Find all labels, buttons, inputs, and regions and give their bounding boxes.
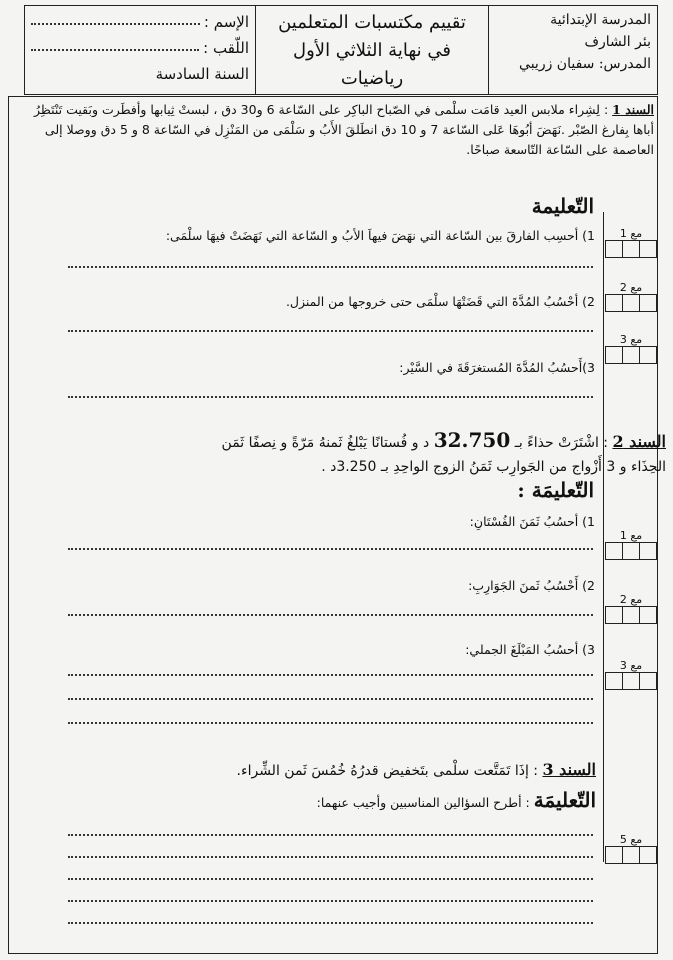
title-line-3: رياضيات xyxy=(340,68,404,89)
sanad-1-body: : لِشِراء ملابس العيد قامَت سلْمى في الصّباح الباكِر على السّاعة 6 و30 دق ، لبستْ ثِيابها وأفطَرت وبَقيت تَنْتَظِرُ أباها بِفارغ الصّبْر .نَهَضَ أبُوهَا عَلى السّاعة 7 و 10 دق انطَلقَ الأَبُ و سَلْمَى من المَنْزِل في السّاعة 8 و 5 دق ووصلا إلى العاصمة على السّاعة التّاسعة صباحًا. xyxy=(33,102,654,157)
surname-label: اللّقب : xyxy=(203,39,249,57)
shoe-price: 32.750 xyxy=(433,428,511,452)
school-name: المدرسة الإبتدائية xyxy=(550,12,651,28)
answer-line[interactable] xyxy=(68,698,593,700)
instruction-title-1: التّعليمة xyxy=(531,194,594,218)
answer-line[interactable] xyxy=(68,834,593,836)
grade-label: مع 3 xyxy=(619,659,643,672)
instruction-3 xyxy=(40,790,596,813)
grade-box xyxy=(605,334,657,368)
grade-boxes[interactable] xyxy=(605,240,657,258)
answer-line[interactable] xyxy=(68,922,593,924)
answer-line[interactable] xyxy=(68,614,593,616)
grade-label: مع 2 xyxy=(619,593,643,606)
grade-label: مع 3 xyxy=(619,333,643,346)
school-info xyxy=(488,5,658,95)
sanad-2-body-c: الحِذَاء و 3 أَزْواج من الجَوارِب ثَمَنُ الزوج الواحِدِ بـ 3.250د . xyxy=(321,459,666,475)
answer-line[interactable] xyxy=(68,856,593,858)
grade-box xyxy=(605,228,657,262)
grade-boxes[interactable] xyxy=(605,846,657,864)
grade-boxes[interactable] xyxy=(605,294,657,312)
sanad-2-body-b: د و فُستانًا يَبْلغُ ثَمنهُ مَرّةً و نِصفًا ثَمَن xyxy=(221,435,430,451)
instruction-title-2: التّعليمَة : xyxy=(517,478,594,502)
name-field[interactable] xyxy=(31,9,200,25)
grade-boxes[interactable] xyxy=(605,542,657,560)
question-2-3: 3) أحسُبُ المَبْلَغَ الجملي: xyxy=(465,642,595,657)
question-2-1: 1) أحسُبُ ثَمَنَ الفُسْتَانِ: xyxy=(469,514,595,529)
answer-line[interactable] xyxy=(68,396,593,398)
grade-box xyxy=(605,530,657,564)
teacher-name: المدرس: سفيان زريبي xyxy=(519,56,651,72)
grade-boxes[interactable] xyxy=(605,672,657,690)
exam-title xyxy=(256,5,488,95)
sanad-3-label: السند 3 xyxy=(542,760,596,779)
answer-line[interactable] xyxy=(68,878,593,880)
sanad-1-label: السند 1 xyxy=(612,102,654,117)
grade-box xyxy=(605,594,657,628)
grade-boxes[interactable] xyxy=(605,606,657,624)
sanad-3-body: : إذَا تَمَتَّعت سلْمى بتَخفيض قدرُهُ خُمُسَ ثَمن الشِّراء. xyxy=(236,763,539,779)
grade-label: مع 1 xyxy=(619,529,643,542)
sanad-2-label: السند 2 xyxy=(612,432,666,451)
sanad-2-text xyxy=(22,428,666,479)
grade-column-divider xyxy=(603,212,604,862)
answer-line[interactable] xyxy=(68,548,593,550)
question-1-3: 3)أَحسُبُ المُدَّةَ المُستغرَقَةَ في السَّيْر: xyxy=(399,360,595,375)
answer-line[interactable] xyxy=(68,674,593,676)
grade-box xyxy=(605,660,657,694)
grade-box xyxy=(605,282,657,316)
sanad-2-body-a: : اشْتَرَتْ حذاءً بـ xyxy=(514,435,609,451)
answer-line[interactable] xyxy=(68,330,593,332)
grade-level: السنة السادسة xyxy=(155,65,249,83)
grade-label: مع 5 xyxy=(619,833,643,846)
title-line-2: في نهاية الثلاثي الأول xyxy=(293,40,451,61)
question-1-2: 2) أحْسُبُ المُدَّةَ التي قَضَتْهَا سلْمَى حتى خروجها من المنزل. xyxy=(285,294,595,309)
answer-line[interactable] xyxy=(68,900,593,902)
answer-line[interactable] xyxy=(68,722,593,724)
sanad-3-text xyxy=(40,758,596,783)
grade-box xyxy=(605,834,657,868)
name-label: الإسم : xyxy=(203,13,249,31)
instruction-3-text: : أطرح السؤالين المناسبين وأجيب عنهما: xyxy=(316,795,530,810)
grade-label: مع 1 xyxy=(619,227,643,240)
student-info xyxy=(24,5,256,95)
question-2-2: 2) أَحْسُبُ ثَمنَ الجَوَارِبِ: xyxy=(468,578,595,593)
question-1-1: 1) أحسِب الفارقَ بين السّاعة التي نهَضَ فيهاَ الأبُ و السّاعة التي نَهَضَتْ فيهَا سلْمَى: xyxy=(165,228,595,243)
grade-label: مع 2 xyxy=(619,281,643,294)
surname-field[interactable] xyxy=(31,35,199,51)
school-place: بئر الشارف xyxy=(584,34,651,50)
sanad-1-text xyxy=(22,100,654,160)
instruction-title-3: التّعليمَة xyxy=(533,788,596,812)
exam-header xyxy=(24,5,658,95)
answer-line[interactable] xyxy=(68,266,593,268)
title-line-1: تقييم مكتسبات المتعلمين xyxy=(278,12,466,33)
grade-boxes[interactable] xyxy=(605,346,657,364)
